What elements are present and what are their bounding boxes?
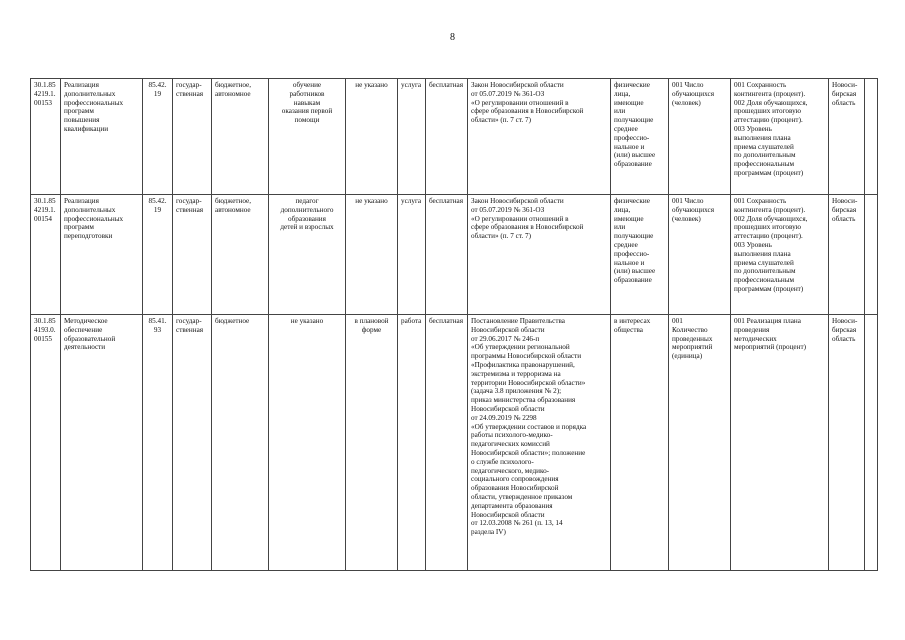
page-number: 8	[450, 32, 455, 43]
region: Новоси- бирская область	[829, 315, 865, 571]
okved-code: 85.42. 19	[143, 195, 173, 315]
quality-indicator: 001 Сохранность контингента (процент). 002 Доля обучающихся, прошедших итоговую аттестацию (процент). 003 Уровень выполнения плана приема слушателей по дополнительным профессиональным программам (процент)	[731, 79, 829, 195]
ownership-type: государ- ственная	[173, 315, 212, 571]
service-content: педагог дополнительного образования детей и взрослых	[269, 195, 346, 315]
extra-column	[865, 315, 878, 571]
service-condition: в плановой форме	[346, 315, 398, 571]
service-name: Методическое обеспечение образовательной деятельности	[61, 315, 143, 571]
service-condition: не указано	[346, 79, 398, 195]
institution-type: бюджетное	[212, 315, 269, 571]
service-code: 30.1.85 4219.1. 00153	[31, 79, 61, 195]
service-code: 30.1.85 4219.1. 00154	[31, 195, 61, 315]
payment-type: бесплатная	[426, 79, 468, 195]
institution-type: бюджетное, автономное	[212, 195, 269, 315]
quality-indicator: 001 Сохранность контингента (процент). 002 Доля обучающихся, прошедших итоговую аттестацию (процент). 003 Уровень выполнения плана приема слушателей по дополнительным профессиональным программам (процент)	[731, 195, 829, 315]
consumer-category: в интересах общества	[611, 315, 669, 571]
volume-indicator: 001 Число обучающихся (человек)	[669, 79, 731, 195]
region: Новоси- бирская область	[829, 79, 865, 195]
payment-type: бесплатная	[426, 315, 468, 571]
region: Новоси- бирская область	[829, 195, 865, 315]
service-condition: не указано	[346, 195, 398, 315]
service-content: обучение работников навыкам оказания первой помощи	[269, 79, 346, 195]
okved-code: 85.42. 19	[143, 79, 173, 195]
service-code: 30.1.85 4193.0. 00155	[31, 315, 61, 571]
volume-indicator: 001 Количество проведенных мероприятий (единица)	[669, 315, 731, 571]
volume-indicator: 001 Число обучающихся (человек)	[669, 195, 731, 315]
consumer-category: физические лица, имеющие или получающие среднее профессио- нальное и (или) высшее образование	[611, 195, 669, 315]
extra-column	[865, 79, 878, 195]
payment-type: бесплатная	[426, 195, 468, 315]
table-row	[31, 195, 878, 315]
service-name: Реализация дополнительных профессиональных программ переподготовки	[61, 195, 143, 315]
service-kind: услуга	[398, 195, 426, 315]
services-register-table	[30, 78, 878, 571]
consumer-category: физические лица, имеющие или получающие среднее профессио- нальное и (или) высшее образование	[611, 79, 669, 195]
table-row	[31, 79, 878, 195]
ownership-type: государ- ственная	[173, 79, 212, 195]
ownership-type: государ- ственная	[173, 195, 212, 315]
extra-column	[865, 195, 878, 315]
legal-basis: Закон Новосибирской области от 05.07.2019 № 361-ОЗ «О регулировании отношений в сфере образования в Новосибирской области» (п. 7 ст. 7)	[468, 79, 611, 195]
okved-code: 85.41. 93	[143, 315, 173, 571]
institution-type: бюджетное, автономное	[212, 79, 269, 195]
table-row	[31, 315, 878, 571]
quality-indicator: 001 Реализация плана проведения методических мероприятий (процент)	[731, 315, 829, 571]
legal-basis: Постановление Правительства Новосибирской области от 29.06.2017 № 246-п «Об утверждении региональной программы Новосибирской области «Профилактика правонарушений, экстремизма и терроризма на территории Новосибирской области» (задача 3.8 приложения № 2); приказ министерства образования Новосибирской области от 24.09.2019 № 2298 «Об утверждении составов и порядка работы психолого-медико- педагогических комиссий Новосибирской области»; положение о службе психолого- педагогического, медико- социального сопровождения образования Новосибирской области, утвержденное приказом департамента образования Новосибирской области от 12.03.2008 № 261 (п. 13, 14 раздела IV)	[468, 315, 611, 571]
legal-basis: Закон Новосибирской области от 05.07.2019 № 361-ОЗ «О регулировании отношений в сфере образования в Новосибирской области» (п. 7 ст. 7)	[468, 195, 611, 315]
service-kind: услуга	[398, 79, 426, 195]
service-name: Реализация дополнительных профессиональных программ повышения квалификации	[61, 79, 143, 195]
service-kind: работа	[398, 315, 426, 571]
service-content: не указано	[269, 315, 346, 571]
